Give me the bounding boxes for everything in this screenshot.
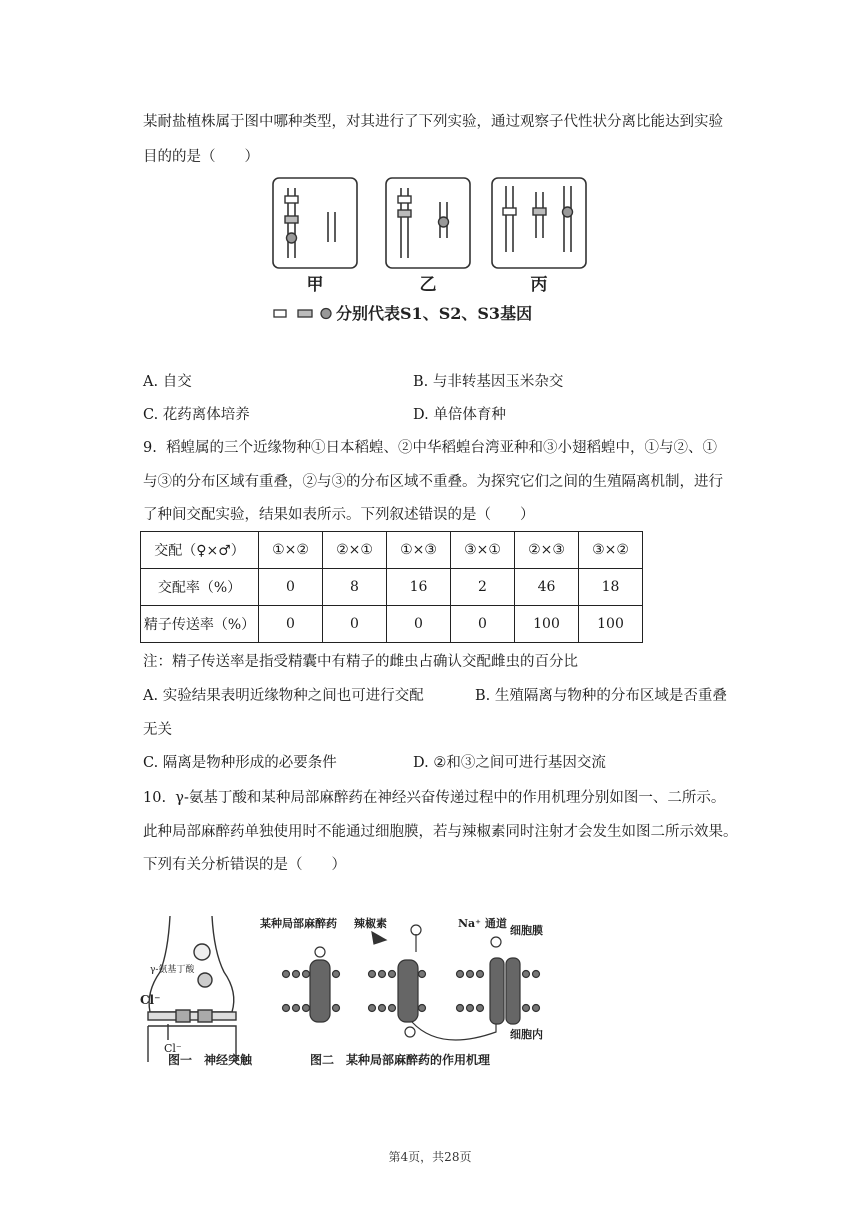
table-cell: 100 — [515, 606, 579, 643]
q9-stem-line3: 了种间交配实验，结果如表所示。下列叙述错误的是（ ） — [143, 507, 535, 523]
table-cell: ①×② — [259, 532, 323, 569]
q9-stem-line2: 与③的分布区域有重叠，②与③的分布区域不重叠。为探究它们之间的生殖隔离机制，进行 — [143, 474, 723, 490]
table-cell: ②×① — [323, 532, 387, 569]
q10-stem-line2: 此种局部麻醉药单独使用时不能通过细胞膜，若与辣椒素同时注射才会发生如图二所示效果。 — [143, 824, 738, 840]
q9-option-c: C. 隔离是物种形成的必要条件 — [143, 755, 337, 771]
q8-stem-line1: 某耐盐植株属于图中哪种类型，对其进行了下列实验，通过观察子代性状分离比能达到实验 — [143, 114, 723, 130]
table-row-header: 精子传送率（%） — [141, 606, 259, 643]
q9-option-a: A. 实验结果表明近缘物种之间也可进行交配 — [143, 688, 424, 704]
q9-stem-text1: 稻蝗属的三个近缘物种①日本稻蝗、②中华稻蝗台湾亚种和③小翅稻蝗中，①与②、① — [166, 440, 718, 456]
table-cell: 46 — [515, 569, 579, 606]
label-membrane: 细胞膜 — [510, 924, 543, 937]
q10-stem-line3: 下列有关分析错误的是（ ） — [143, 857, 346, 873]
nerve-mechanism-figure — [140, 912, 550, 1072]
table-row — [141, 532, 643, 569]
label-cl-top: Cl⁻ — [140, 993, 161, 1007]
label-anesthetic: 某种局部麻醉药 — [260, 917, 337, 930]
table-row-header: 交配（♀×♂） — [141, 532, 259, 569]
table-cell: ①×③ — [387, 532, 451, 569]
page-footer: 第4页，共28页 — [388, 1150, 472, 1164]
q8-option-b: B. 与非转基因玉米杂交 — [413, 374, 564, 390]
label-na-channel: Na⁺ 通道 — [458, 917, 507, 930]
table-cell: ③×② — [579, 532, 643, 569]
q8-option-d: D. 单倍体育种 — [413, 407, 506, 423]
figure-legend: 分别代表S1、S2、S3基因 — [336, 304, 533, 323]
caption-figure1: 图一 神经突触 — [168, 1053, 253, 1067]
caption-figure2: 图二 某种局部麻醉药的作用机理 — [310, 1053, 491, 1067]
table-row-header: 交配率（%） — [141, 569, 259, 606]
table-cell: 18 — [579, 569, 643, 606]
q10-number: 10. — [143, 790, 167, 806]
table-row — [141, 606, 643, 643]
q9-option-b-continuation: 无关 — [143, 722, 172, 738]
table-cell: 0 — [259, 606, 323, 643]
table-cell: 8 — [323, 569, 387, 606]
chromosome-figure — [268, 172, 598, 332]
mating-table — [140, 531, 643, 643]
table-cell: ③×① — [451, 532, 515, 569]
q9-option-d: D. ②和③之间可进行基因交流 — [413, 755, 606, 771]
table-cell: 100 — [579, 606, 643, 643]
label-inside: 细胞内 — [510, 1028, 543, 1041]
table-cell: 16 — [387, 569, 451, 606]
label-gaba: γ-氨基丁酸 — [150, 965, 195, 975]
q8-option-a: A. 自交 — [143, 374, 192, 390]
label-jia: 甲 — [306, 275, 324, 295]
q9-table-note: 注：精子传送率是指受精囊中有精子的雌虫占确认交配雌虫的百分比 — [143, 654, 578, 670]
table-cell: 0 — [387, 606, 451, 643]
table-cell: 2 — [451, 569, 515, 606]
table-cell: 0 — [259, 569, 323, 606]
table-cell: 0 — [323, 606, 387, 643]
label-bing: 丙 — [530, 275, 548, 295]
table-cell: 0 — [451, 606, 515, 643]
label-yi: 乙 — [419, 275, 437, 295]
q10-stem-text1: γ-氨基丁酸和某种局部麻醉药在神经兴奋传递过程中的作用机理分别如图一、二所示。 — [175, 790, 726, 806]
label-cl-bottom: Cl⁻ — [164, 1042, 182, 1055]
q9-stem-line1 — [143, 436, 717, 457]
q8-stem-line2: 目的的是（ ） — [143, 149, 259, 165]
table-row — [141, 569, 643, 606]
q9-option-b: B. 生殖隔离与物种的分布区域是否重叠 — [475, 688, 727, 704]
q10-stem-line1 — [143, 786, 725, 807]
table-cell: ②×③ — [515, 532, 579, 569]
q9-number: 9. — [143, 440, 157, 456]
q8-option-c: C. 花药离体培养 — [143, 407, 250, 423]
label-capsaicin: 辣椒素 — [354, 917, 387, 930]
